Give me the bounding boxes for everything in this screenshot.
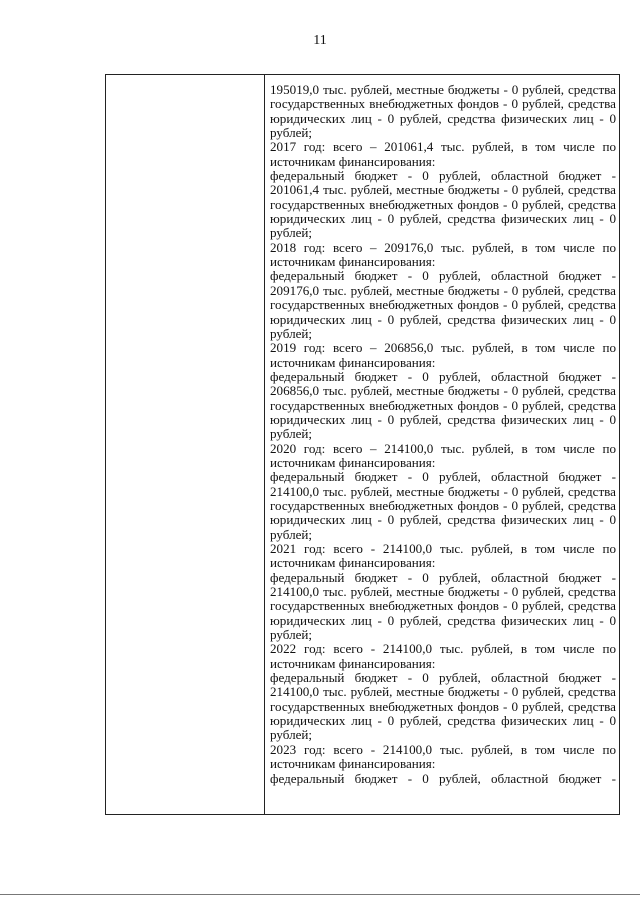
funding-paragraph: федеральный бюджет - 0 рублей, областной бюджет - — [270, 770, 616, 786]
funding-year-heading: 2020 год: всего – 214100,0 тыс. рублей, в том числе по источникам финансирования: — [270, 440, 616, 470]
column-divider — [264, 75, 265, 814]
funding-paragraph: федеральный бюджет - 0 рублей, областной бюджет - 214100,0 тыс. рублей, местные бюджеты - 0 рублей, средства государственных внебюджетных фондов - 0 рублей, средства юридических лиц - 0 рублей, средства физических лиц - 0 рублей; — [270, 469, 616, 542]
page-number: 11 — [313, 33, 327, 48]
table-label-cell — [106, 75, 264, 814]
funding-paragraph: федеральный бюджет - 0 рублей, областной бюджет - 201061,4 тыс. рублей, местные бюджеты - 0 рублей, средства государственных внебюджетных фондов - 0 рублей, средства юридических лиц - 0 рублей, средства физических лиц - 0 рублей; — [270, 168, 616, 241]
funding-paragraph: федеральный бюджет - 0 рублей, областной бюджет - 206856,0 тыс. рублей, местные бюджеты - 0 рублей, средства государственных внебюджетных фондов - 0 рублей, средства юридических лиц - 0 рублей, средства физических лиц - 0 рублей; — [270, 368, 616, 442]
funding-paragraph: федеральный бюджет - 0 рублей, областной бюджет - 214100,0 тыс. рублей, местные бюджеты - 0 рублей, средства государственных внебюджетных фондов - 0 рублей, средства юридических лиц - 0 рублей, средства физических лиц - 0 рублей; — [270, 670, 616, 743]
funding-year-heading: 2019 год: всего – 206856,0 тыс. рублей, в том числе по источникам финансирования: — [270, 340, 616, 370]
funding-year-heading: 2017 год: всего – 201061,4 тыс. рублей, в том числе по источникам финансирования: — [270, 139, 616, 169]
funding-table — [105, 74, 620, 815]
funding-paragraph: федеральный бюджет - 0 рублей, областной бюджет - 214100,0 тыс. рублей, местные бюджеты - 0 рублей, средства государственных внебюджетных фондов - 0 рублей, средства юридических лиц - 0 рублей, средства физических лиц - 0 рублей; — [270, 569, 616, 643]
page-bottom-edge — [0, 894, 640, 895]
funding-paragraph: 195019,0 тыс. рублей, местные бюджеты - 0 рублей, средства государственных внебюджетных фондов - 0 рублей, средства юридических лиц - 0 рублей, средства физических лиц - 0 рублей; — [270, 82, 616, 141]
funding-year-heading: 2018 год: всего – 209176,0 тыс. рублей, в том числе по источникам финансирования: — [270, 239, 616, 270]
funding-year-heading: 2021 год: всего - 214100,0 тыс. рублей, в том числе по источникам финансирования: — [270, 541, 616, 571]
funding-text-cell — [270, 83, 616, 786]
funding-year-heading: 2022 год: всего - 214100,0 тыс. рублей, в том числе по источникам финансирования: — [270, 641, 616, 671]
funding-paragraph: федеральный бюджет - 0 рублей, областной бюджет - 209176,0 тыс. рублей, местные бюджеты - 0 рублей, средства государственных внебюджетных фондов - 0 рублей, средства юридических лиц - 0 рублей, средства физических лиц - 0 рублей; — [270, 268, 616, 341]
funding-year-heading: 2023 год: всего - 214100,0 тыс. рублей, в том числе по источникам финансирования: — [270, 741, 616, 772]
